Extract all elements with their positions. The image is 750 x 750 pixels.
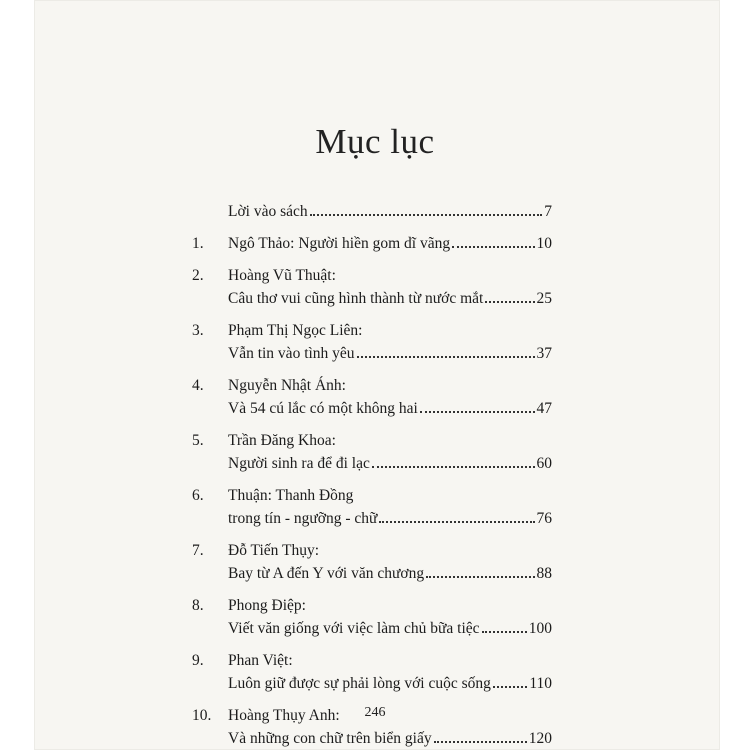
toc-entry-page: 76 (536, 510, 552, 527)
toc-entry (192, 649, 552, 695)
toc-entry-page: 37 (536, 345, 552, 362)
toc-entry-number: 7. (192, 542, 204, 559)
toc-entry-subtitle: Bay từ A đến Y với văn chương (228, 565, 425, 582)
toc-entry-author: Thuận: Thanh Đồng (228, 487, 354, 504)
toc-entry-subtitle: Luôn giữ được sự phải lòng với cuộc sống (228, 675, 491, 692)
toc-entry-number: 9. (192, 652, 204, 669)
leader-dots (485, 301, 534, 303)
toc-entry-text: Ngô Thảo: Người hiền gom dĩ vãng (228, 235, 451, 252)
toc-entry-number: 3. (192, 322, 204, 339)
leader-dots (379, 521, 534, 523)
toc-entry-intro (192, 200, 552, 223)
toc-entry-page: 10 (536, 235, 552, 252)
toc-entry-author: Đỗ Tiến Thụy: (228, 542, 320, 559)
toc-entry-subtitle: trong tín - ngưỡng - chữ (228, 510, 378, 527)
page-title: Mục lục (315, 122, 435, 161)
toc-entry (192, 539, 552, 585)
page-number: 246 (364, 705, 386, 720)
toc-entry (192, 594, 552, 640)
leader-dots (372, 466, 535, 468)
leader-dots (310, 214, 543, 216)
toc-entry-number: 8. (192, 597, 204, 614)
leader-dots (452, 246, 534, 248)
toc-entry-number: 1. (192, 235, 204, 252)
toc-entry (192, 484, 552, 530)
toc-entry-subtitle: Câu thơ vui cũng hình thành từ nước mắt (228, 290, 484, 307)
toc-entry-number: 6. (192, 487, 204, 504)
leader-dots (493, 686, 527, 688)
toc-entry-page: 120 (528, 730, 552, 747)
toc-entry-subtitle: Người sinh ra để đi lạc (228, 455, 370, 472)
leader-dots (420, 411, 535, 413)
toc-entry-page: 7 (544, 203, 552, 220)
toc-entry (192, 264, 552, 310)
toc-entry-text: Lời vào sách (228, 203, 308, 220)
toc-entry-author: Hoàng Thụy Anh: (228, 707, 340, 724)
toc-entry-number: 10. (192, 707, 212, 724)
toc-entry-subtitle: Vẫn tin vào tình yêu (228, 345, 355, 362)
toc-entry-author: Nguyễn Nhật Ánh: (228, 377, 346, 394)
toc-entry (192, 232, 552, 255)
leader-dots (482, 631, 527, 633)
leader-dots (434, 741, 527, 743)
table-of-contents (192, 200, 552, 750)
toc-entry-author: Phạm Thị Ngọc Liên: (228, 322, 363, 339)
leader-dots (426, 576, 534, 578)
toc-entry-subtitle: Viết văn giống với việc làm chủ bữa tiệc (228, 620, 480, 637)
toc-entry-number: 2. (192, 267, 204, 284)
toc-entry-author: Trần Đăng Khoa: (228, 432, 336, 449)
toc-entry-number: 4. (192, 377, 204, 394)
toc-entry-author: Phong Điệp: (228, 597, 306, 614)
toc-entry (192, 319, 552, 365)
leader-dots (357, 356, 535, 358)
toc-entry-author: Hoàng Vũ Thuật: (228, 267, 336, 284)
toc-entry-page: 25 (536, 290, 552, 307)
toc-entry-page: 100 (528, 620, 552, 637)
toc-entry-author: Phan Việt: (228, 652, 293, 669)
toc-entry (192, 374, 552, 420)
toc-entry-page: 60 (536, 455, 552, 472)
toc-entry-page: 110 (529, 675, 552, 692)
toc-entry (192, 429, 552, 475)
toc-entry-page: 47 (536, 400, 552, 417)
toc-entry-page: 88 (536, 565, 552, 582)
toc-entry-subtitle: Và những con chữ trên biển giấy (228, 730, 432, 747)
toc-entry-number: 5. (192, 432, 204, 449)
toc-entry-subtitle: Và 54 cú lắc có một không hai (228, 400, 418, 417)
